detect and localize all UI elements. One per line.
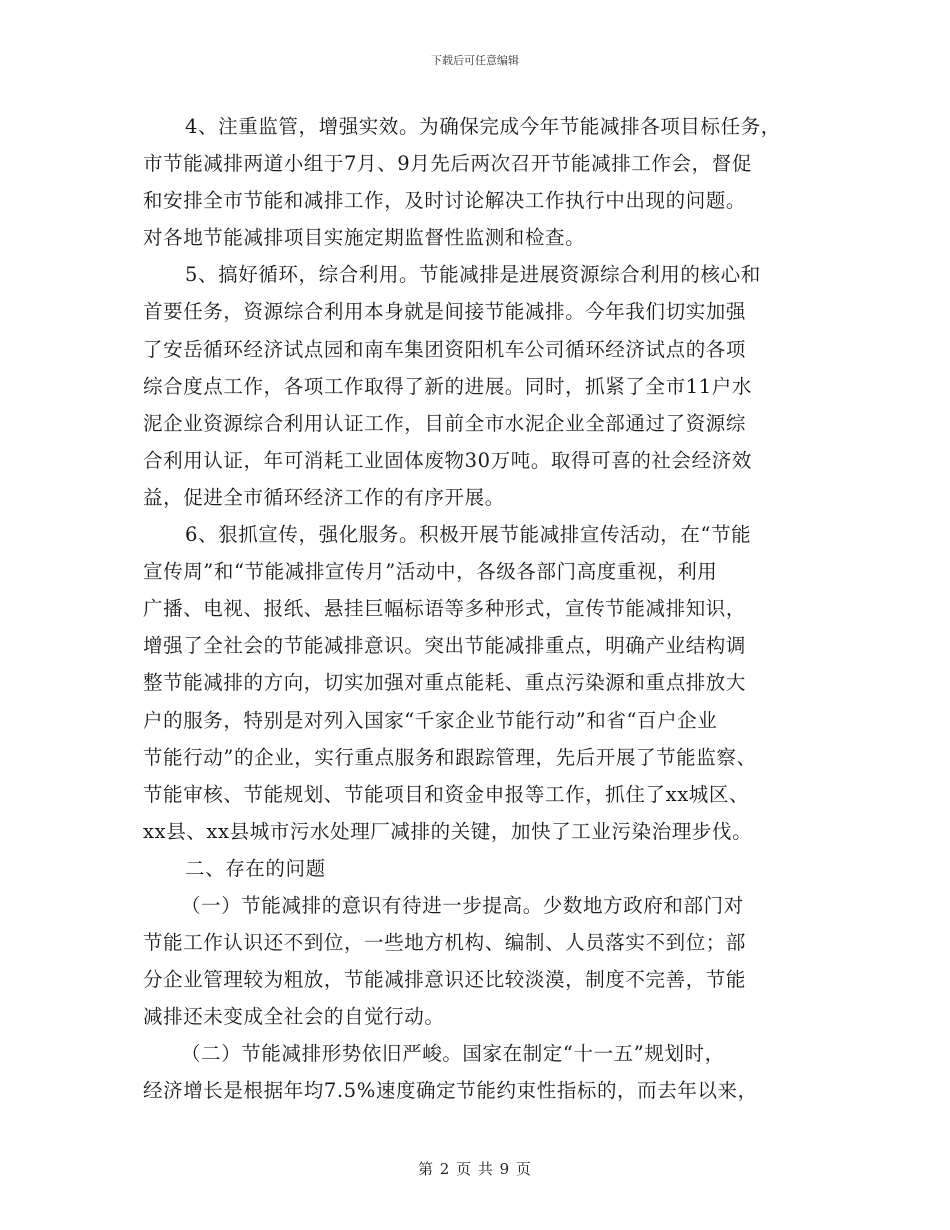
text-line: 节能行动”的企业，实行重点服务和跟踪管理，先后开展了节能监察、	[143, 745, 757, 769]
text-line: 益，促进全市循环经济工作的有序开展。	[143, 485, 505, 509]
text-line: 经济增长是根据年均7.5%速度确定节能约束性指标的，而去年以来，	[143, 1079, 758, 1103]
text-line: 户的服务，特别是对列入国家“千家企业节能行动”和省“百户企业	[143, 708, 718, 732]
header-note: 下载后可任意编辑	[431, 54, 519, 67]
body-text	[143, 108, 811, 1110]
text-line: 泥企业资源综合利用认证工作，目前全市水泥企业全部通过了资源综	[143, 411, 747, 435]
text-line: 对各地节能减排项目实施定期监督性监测和检查。	[143, 226, 586, 250]
text-line: 整节能减排的方向，切实加强对重点能耗、重点污染源和重点排放大	[143, 671, 747, 695]
text-line: 首要任务，资源综合利用本身就是间接节能减排。今年我们切实加强	[143, 300, 747, 324]
text-line: 4、注重监管，增强实效。为确保完成今年节能减排各项目标任务，	[185, 115, 781, 138]
text-line: 二、存在的问题	[185, 856, 326, 880]
text-line: 合利用认证，年可消耗工业固体废物30万吨。取得可喜的社会经济效	[143, 448, 752, 472]
text-line: 广播、电视、报纸、悬挂巨幅标语等多种形式，宣传节能减排知识，	[143, 597, 747, 621]
text-line: 节能审核、节能规划、节能项目和资金申报等工作，抓住了xx城区、	[143, 782, 750, 806]
text-line: 增强了全社会的节能减排意识。突出节能减排重点，明确产业结构调	[143, 634, 747, 658]
text-line: 和安排全市节能和减排工作，及时讨论解决工作执行中出现的问题。	[143, 189, 747, 213]
text-line: 节能工作认识还不到位，一些地方机构、编制、人员落实不到位；部	[143, 931, 747, 955]
text-line: 5、搞好循环，综合利用。节能减排是进展资源综合利用的核心和	[185, 263, 761, 287]
text-line: 市节能减排两道小组于7月、9月先后两次召开节能减排工作会，督促	[143, 152, 752, 176]
text-line: xx县、xx县城市污水处理厂减排的关键，加快了工业污染治理步伐。	[143, 819, 753, 843]
text-line: 6、狠抓宣传，强化服务。积极开展节能减排宣传活动，在“节能	[185, 523, 752, 547]
text-line: （一）节能减排的意识有待进一步提高。少数地方政府和部门对	[181, 893, 744, 917]
text-line: （二）节能减排形势依旧严峻。国家在制定“十一五”规划时，	[181, 1042, 725, 1066]
text-line: 了安岳循环经济试点园和南车集团资阳机车公司循环经济试点的各项	[143, 337, 747, 361]
text-line: 减排还未变成全社会的自觉行动。	[143, 1005, 445, 1029]
page-number: 第 2 页 共 9 页	[418, 1160, 532, 1178]
text-line: 宣传周”和“节能减排宣传月”活动中，各级各部门高度重视，利用	[143, 560, 718, 584]
text-line: 分企业管理较为粗放，节能减排意识还比较淡漠，制度不完善，节能	[143, 968, 747, 992]
text-line: 综合度点工作，各项工作取得了新的进展。同时，抓紧了全市11户水	[143, 374, 752, 398]
